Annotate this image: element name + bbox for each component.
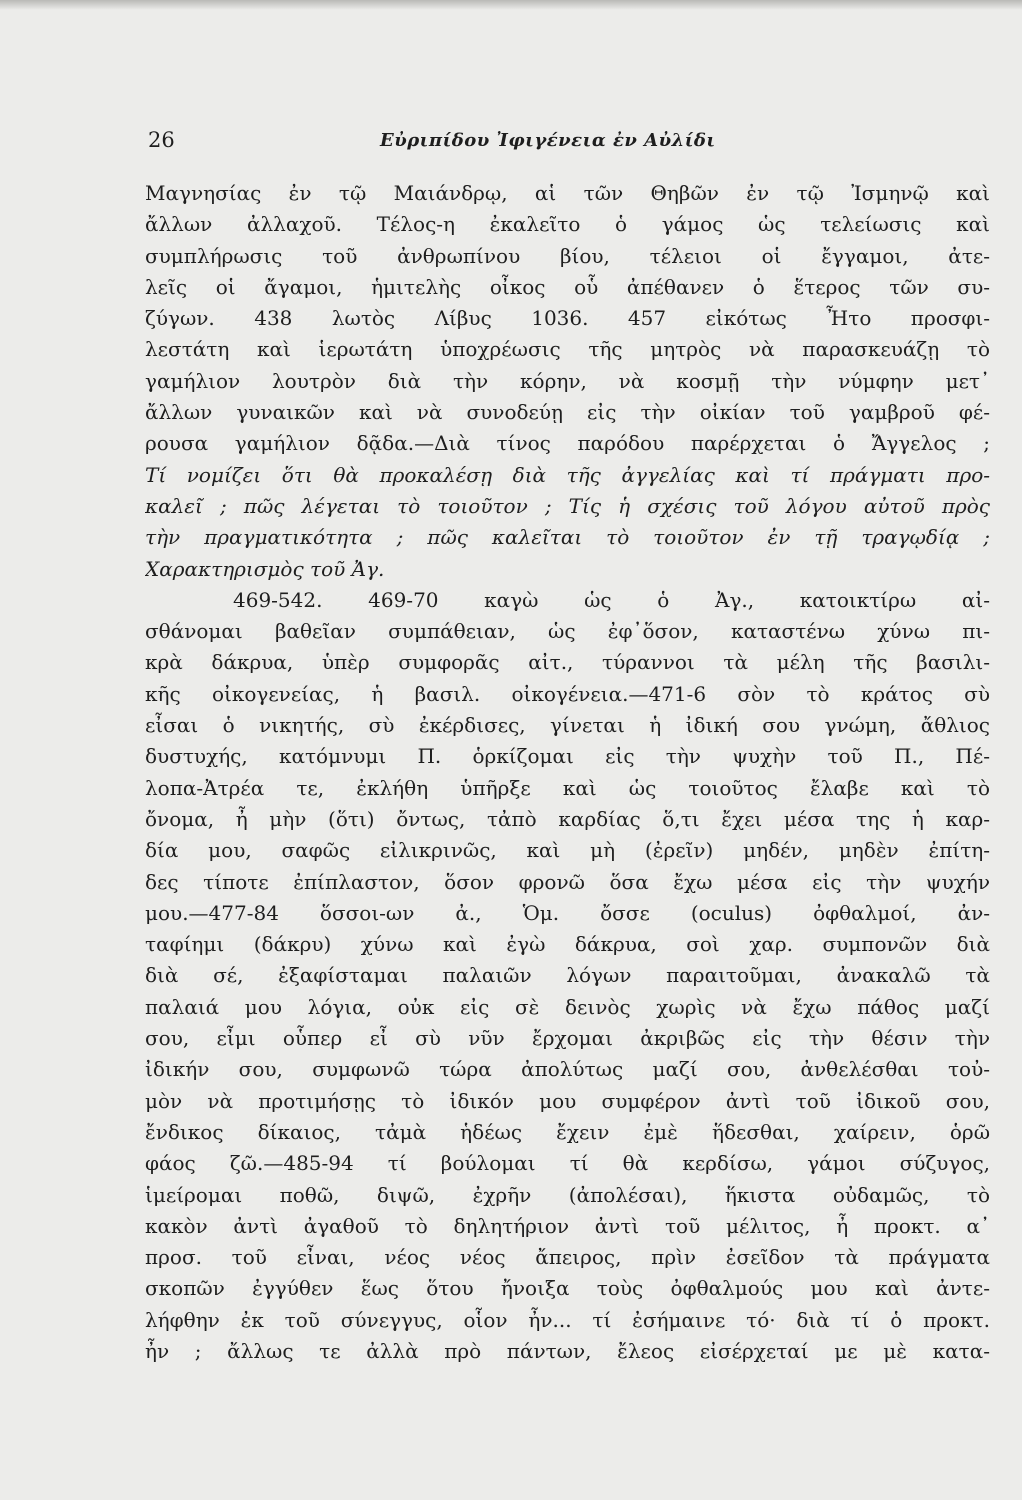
page-number: 26 [148,128,175,152]
text-line: ρουσα γαμήλιον δᾷδα.—Διὰ τίνος παρόδου παρέρχεται ὁ Ἄγγελος ; [145,431,990,456]
text-line: Χαρακτηρισμὸς τοῦ Ἀγ. [145,556,385,581]
text-line: σου, εἶμι οὗπερ εἶ σὺ νῦν ἔρχομαι ἀκριβῶς εἰς τὴν θέσιν τὴν [145,1026,990,1051]
running-title: Εὐριπίδου Ἰφιγένεια ἐν Αὐλίδι [380,130,716,151]
text-line: δες τίποτε ἐπίπλαστον, ὅσον φρονῶ ὅσα ἔχω μέσα εἰς τὴν ψυχήν [145,869,990,894]
text-line: ἱμείρομαι ποθῶ, διψῶ, ἐχρῆν (ἀπολέσαι), ἥκιστα οὐδαμῶς, τὸ [145,1182,990,1207]
text-line: δυστυχής, κατόμνυμι Π. ὁρκίζομαι εἰς τὴν ψυχὴν τοῦ Π., Πέ- [145,744,990,769]
text-line: φάος ζῶ.—485-94 τί βούλομαι τί θὰ κερδίσω, γάμοι σύζυγος, [145,1151,990,1176]
text-line: γαμήλιον λουτρὸν διὰ τὴν κόρην, νὰ κοσμῇ τὴν νύμφην μετ᾿ [145,368,990,393]
text-line: προσ. τοῦ εἶναι, νέος νέος ἄπειρος, πρὶν ἐσεῖδον τὰ πράγματα [145,1245,990,1270]
text-line: εἶσαι ὁ νικητής, σὺ ἐκέρδισες, γίνεται ἡ ἰδική σου γνώμη, ἄθλιος [145,713,990,738]
text-line: δία μου, σαφῶς εἰλικρινῶς, καὶ μὴ (ἐρεῖν) μηδέν, μηδὲν ἐπίτη- [145,838,990,863]
text-line: ἦν ; ἄλλως τε ἀλλὰ πρὸ πάντων, ἔλεος εἰσέρχεταί με μὲ κατα- [145,1338,990,1363]
text-line: τὴν πραγματικότητα ; πῶς καλεῖται τὸ τοιοῦτον ἐν τῇ τραγῳδίᾳ ; [145,525,990,550]
text-line: ὄνομα, ἦ μὴν (ὅτι) ὄντως, τἀπὸ καρδίας ὅ,τι ἔχει μέσα της ἡ καρ- [145,806,990,831]
text-line: συμπλήρωσις τοῦ ἀνθρωπίνου βίου, τέλειοι οἱ ἔγγαμοι, ἀτε- [145,243,990,268]
section-heading-line: 469-542. 469-70 καγὼ ὡς ὁ Ἀγ., κατοικτίρω αἰ- [233,587,990,612]
text-line: παλαιά μου λόγια, οὐκ εἰς σὲ δεινὸς χωρὶς νὰ ἔχω πάθος μαζί [145,994,990,1019]
text-line: Μαγνησίας ἐν τῷ Μαιάνδρῳ, αἱ τῶν Θηβῶν ἐν τῷ Ἰσμηνῷ καὶ [145,181,990,205]
text-line: μὸν νὰ προτιμήσῃς τὸ ἰδικόν μου συμφέρον ἀντὶ τοῦ ἰδικοῦ σου, [145,1088,990,1113]
text-line: ζύγων. 438 λωτὸς Λίβυς 1036. 457 εἰκότως Ἦτο προσφι- [145,306,990,331]
text-line: κῆς οἰκογενείας, ἡ βασιλ. οἰκογένεια.—471-6 σὸν τὸ κράτος σὺ [145,681,990,706]
commentary-text [145,178,990,1367]
text-line: Τί νομίζει ὅτι θὰ προκαλέσῃ διὰ τῆς ἀγγελίας καὶ τί πράγματι προ- [145,462,990,487]
text-line: διὰ σέ, ἐξαφίσταμαι παλαιῶν λόγων παραιτοῦμαι, ἀνακαλῶ τὰ [145,963,990,988]
text-line: ἰδικήν σου, συμφωνῶ τώρα ἀπολύτως μαζί σου, ἀνθελέσθαι τοὐ- [145,1057,990,1082]
text-line: σκοπῶν ἐγγύθεν ἕως ὅτου ἤνοιξα τοὺς ὀφθαλμούς μου καὶ ἀντε- [145,1276,990,1301]
text-line: καλεῖ ; πῶς λέγεται τὸ τοιοῦτον ; Τίς ἡ σχέσις τοῦ λόγου αὐτοῦ πρὸς [145,493,990,518]
text-line: ἄλλων ἀλλαχοῦ. Τέλος-η ἐκαλεῖτο ὁ γάμος ὡς τελείωσις καὶ [145,212,990,237]
text-line: κακὸν ἀντὶ ἀγαθοῦ τὸ δηλητήριον ἀντὶ τοῦ μέλιτος, ἦ προκτ. α᾿ [145,1213,990,1238]
text-line: μου.—477-84 ὅσσοι-ων ἀ., Ὁμ. ὄσσε (oculus) ὀφθαλμοί, ἀν- [145,900,990,925]
text-line: κρὰ δάκρυα, ὑπὲρ συμφορᾶς αἰτ., τύραννοι τὰ μέλη τῆς βασιλι- [145,650,990,675]
text-line: ταφίημι (δάκρυ) χύνω καὶ ἐγὼ δάκρυα, σοὶ χαρ. συμπονῶν διὰ [145,932,990,957]
text-line: ἄλλων γυναικῶν καὶ νὰ συνοδεύῃ εἰς τὴν οἰκίαν τοῦ γαμβροῦ φέ- [145,400,990,425]
text-line: σθάνομαι βαθεῖαν συμπάθειαν, ὡς ἐφ᾿ὅσον, καταστένω χύνω πι- [145,619,990,644]
text-line: λήφθην ἐκ τοῦ σύνεγγυς, οἷον ἦν... τί ἐσήμαινε τό· διὰ τί ὁ προκτ. [145,1307,990,1332]
text-line: λεστάτη καὶ ἱερωτάτη ὑποχρέωσις τῆς μητρὸς νὰ παρασκευάζῃ τὸ [145,337,990,362]
running-head [148,128,988,158]
page-top-edge [0,0,1022,10]
text-line: λεῖς οἱ ἄγαμοι, ἡμιτελὴς οἶκος οὗ ἀπέθανεν ὁ ἕτερος τῶν συ- [145,274,990,299]
text-line: ἔνδικος δίκαιος, τἀμὰ ἡδέως ἔχειν ἐμὲ ἥδεσθαι, χαίρειν, ὁρῶ [145,1119,990,1144]
text-line: λοπα-Ἀτρέα τε, ἐκλήθη ὑπῆρξε καὶ ὡς τοιοῦτος ἔλαβε καὶ τὸ [145,775,990,800]
